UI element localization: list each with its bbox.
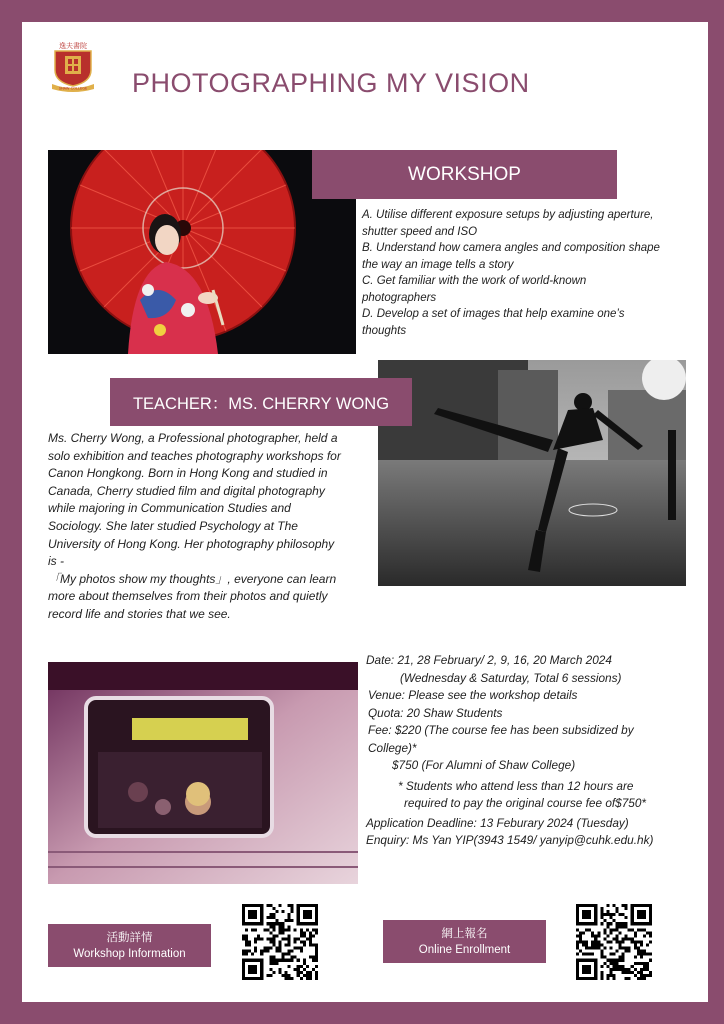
online-enrollment-button[interactable] [383,920,546,963]
bio-line: is - [48,554,64,569]
objective-line: photographers [362,291,437,304]
online-enrollment-zh: 網上報名 [441,927,488,940]
bio-line: 「My photos show my thoughts」, everyone can learn [48,571,337,586]
fee-line: College)* [368,740,417,755]
event-details [366,652,706,850]
bio-line: Canon Hongkong. Born in Hong Kong and studied in [48,466,328,481]
enrollment-qr-code[interactable] [576,904,652,980]
workshop-banner [312,150,617,199]
alumni-fee-line: $750 (For Alumni of Shaw College) [392,758,576,772]
workshop-heading: WORKSHOP [408,163,521,185]
bio-line: Canada, Cherry studied film and digital photography [48,483,325,498]
dancer-photo [378,360,686,586]
qr-code-icon [576,904,652,980]
deadline-line: Application Deadline: 13 Feburary 2024 (Tuesday) [366,815,629,830]
date-sessions: (Wednesday & Saturday, Total 6 sessions) [400,670,622,685]
objective-line: shutter speed and ISO [362,225,478,238]
bio-line: solo exhibition and teaches photography workshops for [48,448,341,463]
objective-line: D. Develop a set of images that help examine one’s [362,308,625,320]
shaw-college-logo [50,40,96,92]
workshop-information-button[interactable] [48,924,211,967]
logo-crest-icon [50,40,96,92]
logo-text-bottom: SHAW COLLEGE [58,86,88,91]
teacher-bio [48,430,373,624]
attendance-note: required to pay the original course fee of$750* [404,796,646,810]
objective-line: thoughts [362,324,407,337]
attendance-note: * Students who attend less than 12 hours are [398,778,634,793]
page-title: PHOTOGRAPHING MY VISION [132,68,530,98]
date-line: Date: 21, 28 February/ 2, 9, 16, 20 March 2024 [366,653,612,667]
quota-line: Quota: 20 Shaw Students [368,705,503,720]
objective-line: the way an image tells a story [362,258,514,271]
bio-line: Sociology. She later studied Psychology at The [48,518,298,533]
objective-line: A. Utilise different exposure setups by adjusting aperture, [362,209,654,221]
fee-line: Fee: $220 (The course fee has been subsidized by [368,723,634,737]
objective-line: B. Understand how camera angles and composition shape [362,242,660,254]
qr-code-icon [242,904,318,980]
teacher-banner [110,378,412,426]
bio-line: more about themselves from their photos and quietly [48,589,328,604]
online-enrollment-en: Online Enrollment [418,943,511,956]
workshop-objectives [362,207,702,339]
umbrella-photo [48,150,356,354]
enquiry-line: Enquiry: Ms Yan YIP(3943 1549/ yanyip@cuhk.edu.hk) [366,833,654,847]
bio-line: record life and stories that we see. [48,606,231,621]
workshop-information-zh: 活動詳情 [106,931,153,944]
teacher-heading: TEACHER：MS. CHERRY WONG [132,395,390,413]
train-photo [48,662,358,884]
workshop-info-qr-code[interactable] [242,904,318,980]
bio-line: while majoring in Communication Studies and [48,501,291,516]
objective-line: C. Get familiar with the work of world-known [362,275,587,287]
venue-line: Venue: Please see the workshop details [368,688,578,702]
poster-page [22,22,708,1002]
bio-line: University of Hong Kong. Her photography philosophy [48,536,335,551]
workshop-information-en: Workshop Information [73,947,186,960]
bio-line: Ms. Cherry Wong, a Professional photographer, held a [48,431,338,445]
logo-text-top: 逸夫書院 [59,42,87,50]
